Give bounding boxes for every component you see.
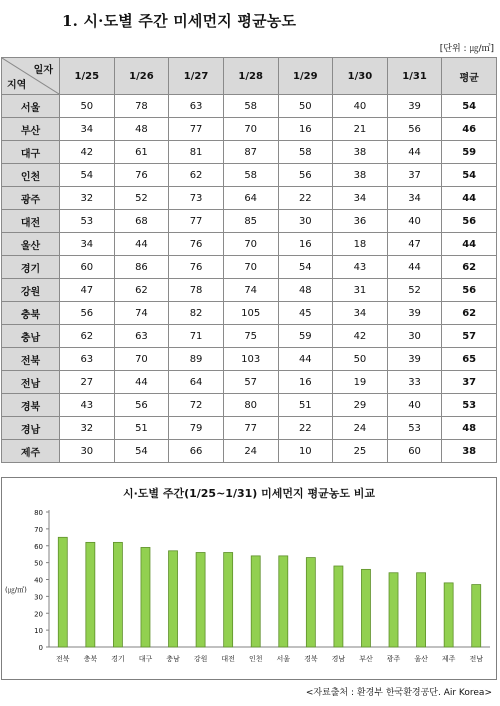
region-cell: 대구: [2, 141, 60, 164]
x-tick-label: 인천: [248, 655, 263, 663]
value-cell: 85: [223, 210, 278, 233]
x-tick-label: 광주: [386, 655, 401, 663]
value-cell: 51: [114, 417, 169, 440]
x-tick-label: 충북: [83, 655, 98, 663]
value-cell: 87: [223, 141, 278, 164]
y-tick-label: 20: [34, 610, 43, 619]
table-row: [2, 118, 497, 141]
value-cell: 64: [223, 187, 278, 210]
value-cell: 89: [169, 348, 224, 371]
bar: [251, 556, 260, 647]
value-cell: 71: [169, 325, 224, 348]
value-cell: 63: [114, 325, 169, 348]
y-tick-label: 80: [34, 509, 43, 517]
region-cell: 경북: [2, 394, 60, 417]
table-row: [2, 187, 497, 210]
value-cell: 19: [333, 371, 388, 394]
value-cell: 66: [169, 440, 224, 463]
value-cell: 53: [60, 210, 115, 233]
value-cell: 34: [60, 233, 115, 256]
average-cell: 44: [442, 233, 497, 256]
x-tick-label: 전북: [56, 655, 70, 663]
column-header: 1/27: [169, 58, 224, 95]
value-cell: 22: [278, 187, 333, 210]
bar-chart: [2, 478, 496, 679]
value-cell: 16: [278, 118, 333, 141]
value-cell: 45: [278, 302, 333, 325]
value-cell: 75: [223, 325, 278, 348]
value-cell: 29: [333, 394, 388, 417]
bar: [361, 569, 370, 647]
value-cell: 22: [278, 417, 333, 440]
value-cell: 24: [223, 440, 278, 463]
table-row: [2, 371, 497, 394]
bar: [334, 566, 343, 647]
value-cell: 82: [169, 302, 224, 325]
value-cell: 16: [278, 371, 333, 394]
bar: [86, 542, 95, 647]
table-row: [2, 417, 497, 440]
y-tick-label: 60: [34, 542, 43, 551]
value-cell: 39: [387, 95, 442, 118]
value-cell: 68: [114, 210, 169, 233]
value-cell: 86: [114, 256, 169, 279]
value-cell: 58: [278, 141, 333, 164]
value-cell: 58: [223, 164, 278, 187]
value-cell: 54: [60, 164, 115, 187]
average-cell: 65: [442, 348, 497, 371]
value-cell: 38: [333, 164, 388, 187]
value-cell: 34: [60, 118, 115, 141]
value-cell: 72: [169, 394, 224, 417]
average-cell: 57: [442, 325, 497, 348]
value-cell: 48: [114, 118, 169, 141]
value-cell: 50: [60, 95, 115, 118]
value-cell: 79: [169, 417, 224, 440]
value-cell: 32: [60, 187, 115, 210]
average-cell: 48: [442, 417, 497, 440]
table-row: [2, 440, 497, 463]
table-row: [2, 256, 497, 279]
value-cell: 27: [60, 371, 115, 394]
value-cell: 52: [387, 279, 442, 302]
y-tick-label: 50: [34, 559, 43, 568]
x-tick-label: 울산: [414, 655, 428, 663]
x-tick-label: 부산: [359, 655, 373, 663]
y-axis-label: (㎍/㎥): [5, 585, 27, 594]
value-cell: 25: [333, 440, 388, 463]
column-header: 1/26: [114, 58, 169, 95]
column-header: 1/25: [60, 58, 115, 95]
average-cell: 38: [442, 440, 497, 463]
region-cell: 울산: [2, 233, 60, 256]
value-cell: 73: [169, 187, 224, 210]
value-cell: 77: [169, 118, 224, 141]
region-cell: 광주: [2, 187, 60, 210]
x-tick-label: 서울: [276, 655, 291, 663]
value-cell: 76: [169, 233, 224, 256]
bar: [444, 583, 453, 647]
average-cell: 62: [442, 256, 497, 279]
region-cell: 대전: [2, 210, 60, 233]
bar: [58, 537, 67, 647]
x-tick-label: 경기: [111, 655, 125, 663]
value-cell: 63: [60, 348, 115, 371]
value-cell: 59: [278, 325, 333, 348]
bar: [113, 542, 122, 647]
region-cell: 인천: [2, 164, 60, 187]
table-row: [2, 95, 497, 118]
table-row: [2, 164, 497, 187]
value-cell: 53: [387, 417, 442, 440]
average-cell: 46: [442, 118, 497, 141]
y-tick-label: 0: [38, 644, 43, 652]
value-cell: 76: [169, 256, 224, 279]
column-header: 1/31: [387, 58, 442, 95]
value-cell: 58: [223, 95, 278, 118]
value-cell: 21: [333, 118, 388, 141]
bar: [279, 556, 288, 647]
value-cell: 50: [278, 95, 333, 118]
x-tick-label: 경북: [304, 655, 318, 663]
bar: [306, 558, 315, 647]
bar: [472, 585, 481, 647]
average-cell: 56: [442, 279, 497, 302]
chart-title: 시·도별 주간(1/25~1/31) 미세먼지 평균농도 비교: [122, 487, 376, 500]
bar: [389, 573, 398, 647]
value-cell: 10: [278, 440, 333, 463]
value-cell: 62: [114, 279, 169, 302]
bar: [224, 553, 233, 648]
x-tick-label: 경남: [331, 655, 346, 663]
source-note: <자료출처 : 환경부 한국환경공단. Air Korea>: [305, 688, 492, 698]
value-cell: 30: [278, 210, 333, 233]
page-title: 1. 시·도별 주간 미세먼지 평균농도: [62, 12, 297, 30]
region-cell: 부산: [2, 118, 60, 141]
value-cell: 34: [387, 187, 442, 210]
table-row: [2, 141, 497, 164]
table-row: [2, 394, 497, 417]
region-cell: 충남: [2, 325, 60, 348]
value-cell: 33: [387, 371, 442, 394]
value-cell: 80: [223, 394, 278, 417]
y-tick-label: 10: [34, 627, 43, 636]
value-cell: 105: [223, 302, 278, 325]
value-cell: 43: [333, 256, 388, 279]
value-cell: 63: [169, 95, 224, 118]
column-header: 평균: [442, 58, 497, 95]
value-cell: 43: [60, 394, 115, 417]
x-tick-label: 제주: [441, 655, 456, 663]
average-cell: 44: [442, 187, 497, 210]
value-cell: 77: [169, 210, 224, 233]
region-cell: 경남: [2, 417, 60, 440]
value-cell: 54: [114, 440, 169, 463]
value-cell: 56: [387, 118, 442, 141]
average-cell: 56: [442, 210, 497, 233]
value-cell: 36: [333, 210, 388, 233]
value-cell: 64: [169, 371, 224, 394]
y-tick-label: 70: [34, 525, 43, 534]
value-cell: 60: [60, 256, 115, 279]
value-cell: 40: [387, 210, 442, 233]
region-cell: 충북: [2, 302, 60, 325]
value-cell: 37: [387, 164, 442, 187]
value-cell: 62: [60, 325, 115, 348]
bar: [141, 547, 150, 647]
value-cell: 42: [60, 141, 115, 164]
value-cell: 42: [333, 325, 388, 348]
table-row: [2, 279, 497, 302]
x-tick-label: 대전: [221, 655, 235, 663]
value-cell: 30: [60, 440, 115, 463]
table-body: [2, 95, 497, 463]
value-cell: 40: [387, 394, 442, 417]
value-cell: 54: [278, 256, 333, 279]
value-cell: 16: [278, 233, 333, 256]
table-corner-header: [2, 58, 60, 95]
value-cell: 52: [114, 187, 169, 210]
concentration-table: [1, 57, 497, 463]
bar: [417, 573, 426, 647]
value-cell: 50: [333, 348, 388, 371]
region-cell: 서울: [2, 95, 60, 118]
value-cell: 44: [387, 141, 442, 164]
value-cell: 44: [114, 371, 169, 394]
average-cell: 59: [442, 141, 497, 164]
value-cell: 61: [114, 141, 169, 164]
table-row: [2, 348, 497, 371]
value-cell: 34: [333, 302, 388, 325]
table-row: [2, 233, 497, 256]
value-cell: 81: [169, 141, 224, 164]
value-cell: 74: [223, 279, 278, 302]
column-header: 1/30: [333, 58, 388, 95]
value-cell: 103: [223, 348, 278, 371]
unit-label: [단위 : ㎍/㎥]: [439, 44, 494, 54]
value-cell: 62: [169, 164, 224, 187]
value-cell: 34: [333, 187, 388, 210]
value-cell: 70: [223, 233, 278, 256]
value-cell: 77: [223, 417, 278, 440]
value-cell: 39: [387, 302, 442, 325]
corner-region-label: 지역: [7, 80, 27, 91]
region-cell: 강원: [2, 279, 60, 302]
x-tick-label: 대구: [138, 655, 153, 663]
y-tick-label: 40: [34, 576, 43, 585]
x-tick-label: 강원: [193, 655, 208, 663]
value-cell: 56: [278, 164, 333, 187]
value-cell: 70: [114, 348, 169, 371]
value-cell: 44: [278, 348, 333, 371]
chart-panel: [1, 477, 497, 680]
value-cell: 48: [278, 279, 333, 302]
value-cell: 32: [60, 417, 115, 440]
value-cell: 56: [114, 394, 169, 417]
value-cell: 44: [114, 233, 169, 256]
value-cell: 76: [114, 164, 169, 187]
value-cell: 56: [60, 302, 115, 325]
table-header-row: [2, 58, 497, 95]
value-cell: 39: [387, 348, 442, 371]
value-cell: 30: [387, 325, 442, 348]
table-row: [2, 302, 497, 325]
region-cell: 전북: [2, 348, 60, 371]
value-cell: 57: [223, 371, 278, 394]
average-cell: 54: [442, 164, 497, 187]
column-header: 1/29: [278, 58, 333, 95]
region-cell: 전남: [2, 371, 60, 394]
average-cell: 53: [442, 394, 497, 417]
average-cell: 62: [442, 302, 497, 325]
value-cell: 44: [387, 256, 442, 279]
table-row: [2, 210, 497, 233]
region-cell: 제주: [2, 440, 60, 463]
value-cell: 47: [387, 233, 442, 256]
table-row: [2, 325, 497, 348]
value-cell: 70: [223, 256, 278, 279]
bar: [169, 551, 178, 647]
value-cell: 78: [114, 95, 169, 118]
value-cell: 18: [333, 233, 388, 256]
value-cell: 38: [333, 141, 388, 164]
value-cell: 78: [169, 279, 224, 302]
bar: [196, 553, 205, 648]
x-tick-label: 충남: [166, 655, 180, 663]
value-cell: 24: [333, 417, 388, 440]
value-cell: 40: [333, 95, 388, 118]
value-cell: 60: [387, 440, 442, 463]
region-cell: 경기: [2, 256, 60, 279]
value-cell: 51: [278, 394, 333, 417]
value-cell: 31: [333, 279, 388, 302]
value-cell: 74: [114, 302, 169, 325]
y-tick-label: 30: [34, 593, 43, 602]
column-header: 1/28: [223, 58, 278, 95]
average-cell: 37: [442, 371, 497, 394]
value-cell: 47: [60, 279, 115, 302]
value-cell: 70: [223, 118, 278, 141]
average-cell: 54: [442, 95, 497, 118]
corner-date-label: 일자: [33, 65, 53, 76]
x-tick-label: 전남: [469, 655, 483, 663]
